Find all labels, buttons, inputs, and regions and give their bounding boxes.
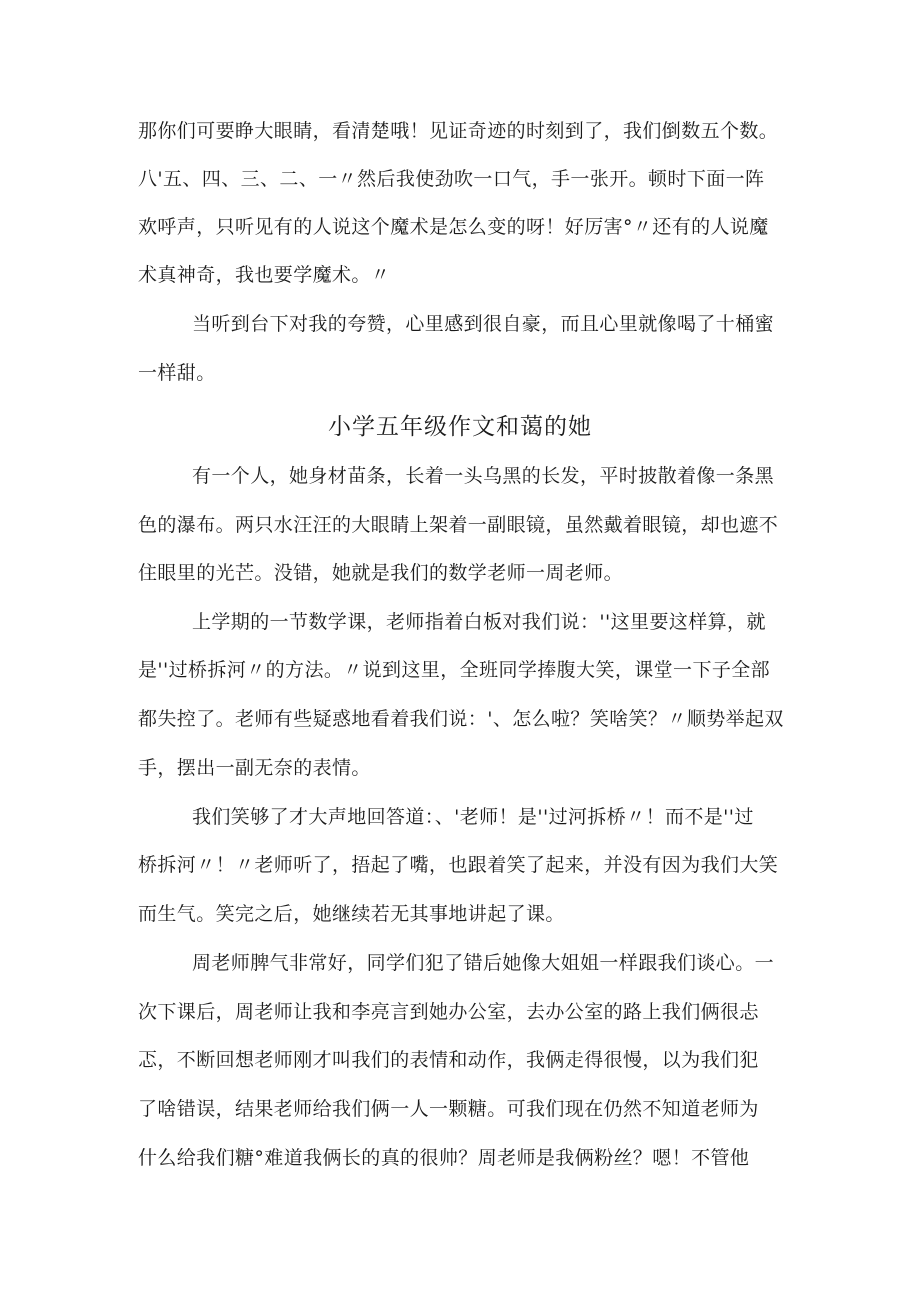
text-line: 色的瀑布。两只水汪汪的大眼睛上架着一副眼镜，虽然戴着眼镜，却也遮不 (138, 514, 779, 536)
text-line: 次下课后，周老师让我和李亮言到她办公室，去办公室的路上我们俩很忐 (138, 1001, 759, 1023)
text-line: 术真神奇，我也要学魔术。〃 (138, 264, 391, 286)
text-line: 什么给我们糖°难道我俩长的真的很帅？周老师是我俩粉丝？嗯！不管他 (138, 1147, 750, 1169)
text-line: 手，摆出一副无奈的表情。 (138, 757, 371, 779)
text-line: 有一个人，她身材苗条，长着一头乌黑的长发，平时披散着像一条黑 (192, 465, 775, 487)
text-line: 那你们可要睁大眼睛，看清楚哦！见证奇迹的时刻到了，我们倒数五个数。 (138, 120, 779, 142)
text-line: 住眼里的光芒。没错，她就是我们的数学老师一周老师。 (138, 562, 624, 584)
text-line: 欢呼声，只听见有的人说这个魔术是怎么变的呀！好厉害°〃还有的人说魔 (138, 216, 769, 238)
essay-title: 小学五年级作文和蔼的她 (328, 414, 592, 440)
text-line: 当听到台下对我的夸赞，心里感到很自豪，而且心里就像喝了十桶蜜 (192, 313, 775, 335)
text-line: 了啥错误，结果老师给我们俩一人一颗糖。可我们现在仍然不知道老师为 (138, 1098, 759, 1120)
text-line: 忑，不断回想老师刚才叫我们的表情和动作，我俩走得很慢，以为我们犯 (138, 1049, 759, 1071)
text-line: 周老师脾气非常好，同学们犯了错后她像大姐姐一样跟我们谈心。一 (192, 952, 775, 974)
text-line: 都失控了。老师有些疑惑地看着我们说：'、怎么啦？笑啥笑？〃顺势举起双 (138, 708, 784, 730)
text-line: 八'五、四、三、二、一〃然后我使劲吹一口气，手一张开。顿时下面一阵 (138, 168, 765, 190)
text-line: 而生气。笑完之后，她继续若无其事地讲起了课。 (138, 903, 565, 925)
text-line: 我们笑够了才大声地回答道：、'老师！是''过河拆桥〃！而不是''过 (192, 806, 754, 828)
text-line: 一样甜。 (138, 362, 216, 384)
text-line: 桥拆河〃！〃老师听了，捂起了嘴，也跟着笑了起来，并没有因为我们大笑 (138, 854, 779, 876)
text-line: 上学期的一节数学课，老师指着白板对我们说：''这里要这样算，就 (192, 611, 766, 633)
text-line: 是''过桥拆河〃的方法。〃说到这里，全班同学捧腹大笑，课堂一下子全部 (138, 659, 771, 681)
